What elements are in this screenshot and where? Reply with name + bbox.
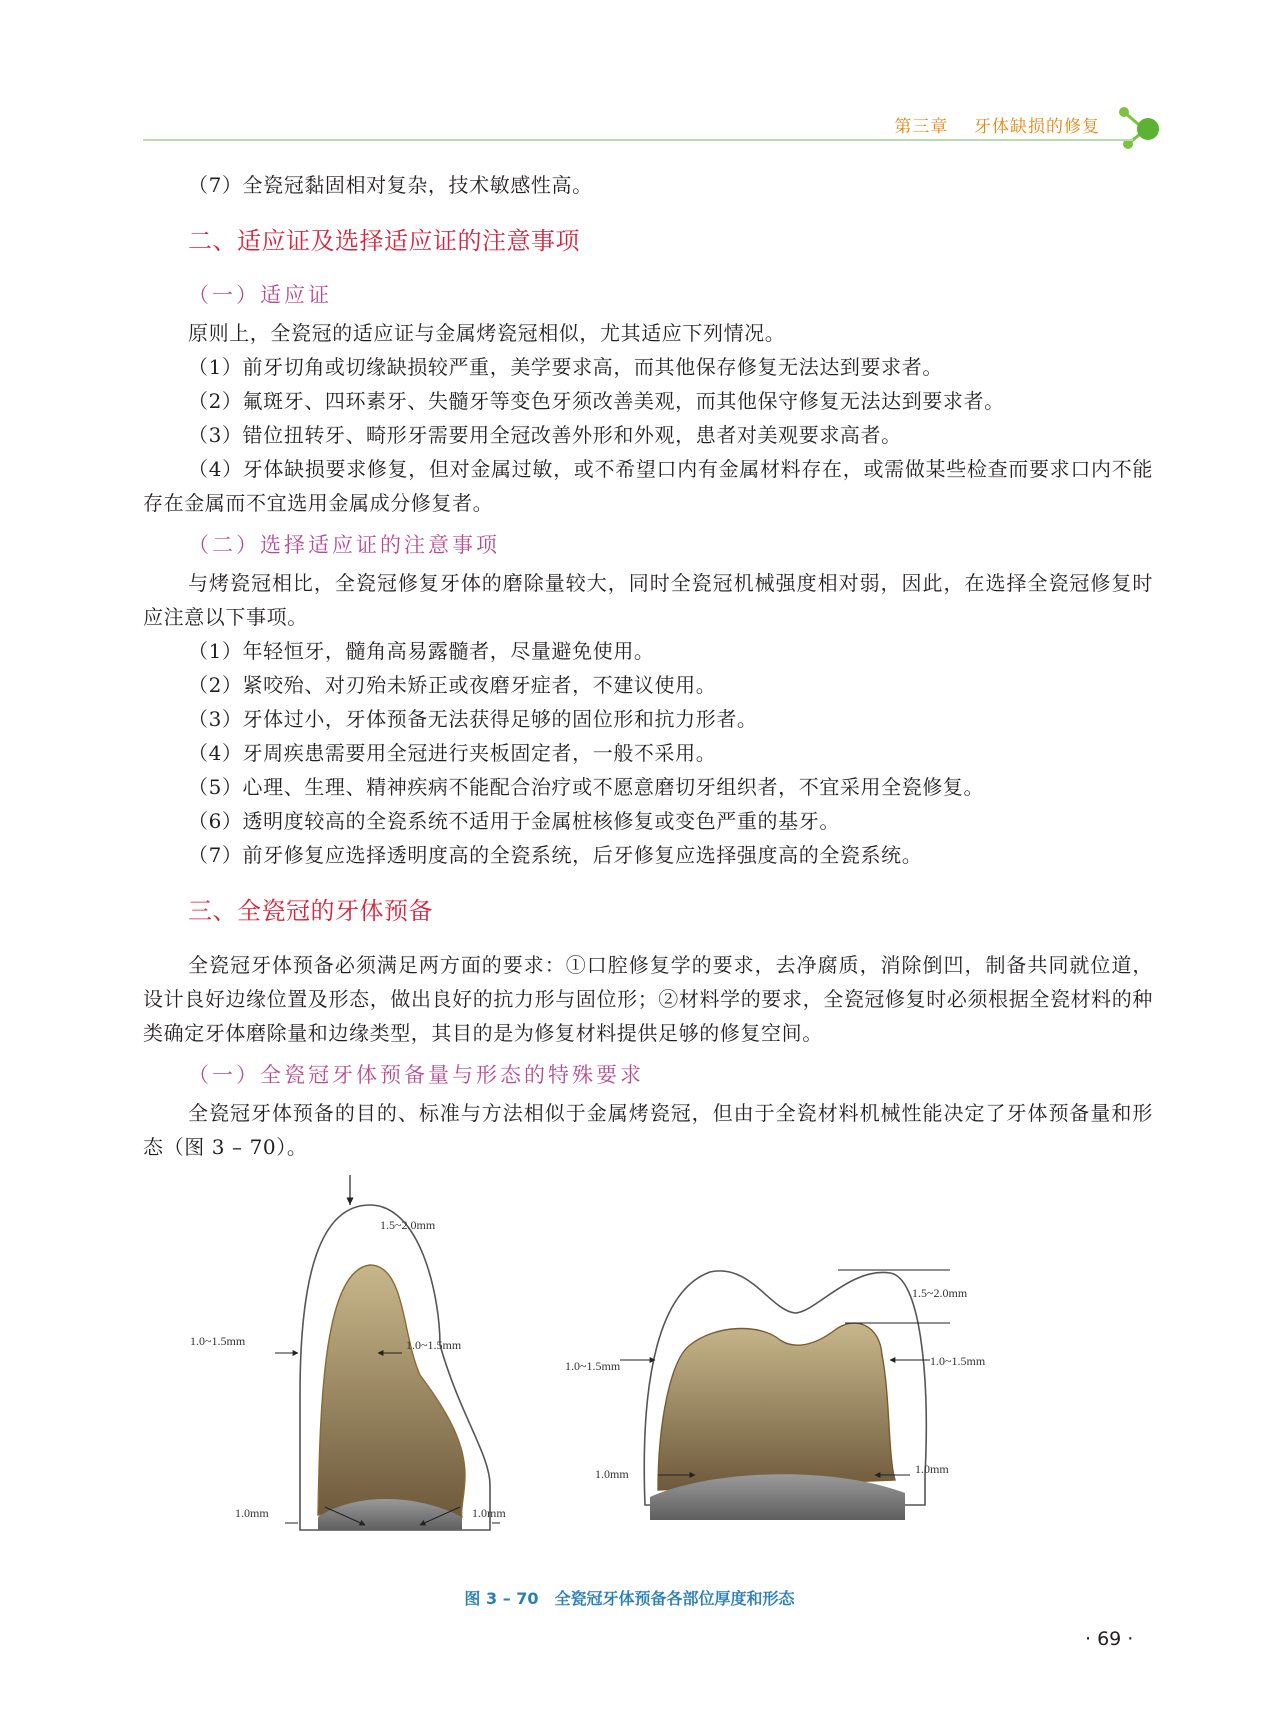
paragraph: 与烤瓷冠相比，全瓷冠修复牙体的磨除量较大，同时全瓷冠机械强度相对弱，因此，在选择全瓷冠修复时应注意以下事项。: [143, 571, 1153, 629]
label-margin-left: 1.0mm: [235, 1506, 269, 1520]
label-occlusal-thickness: 1.5~2.0mm: [912, 1286, 968, 1300]
figure-title: 全瓷冠牙体预备各部位厚度和形态: [554, 1589, 795, 1608]
subsection-heading: （二）选择适应证的注意事项: [188, 533, 500, 557]
figure-caption: [0, 1586, 1275, 1609]
chapter-title: 牙体缺损的修复: [974, 117, 1100, 137]
subsection-heading: （一）适应证: [188, 283, 332, 307]
figure-number: 图 3 – 70: [464, 1589, 539, 1608]
page-body: [143, 168, 1153, 1164]
list-item: （1）年轻恒牙，髓角高易露髓者，尽量避免使用。: [188, 639, 655, 663]
list-item: （6）透明度较高的全瓷系统不适用于金属桩核修复或变色严重的基牙。: [188, 809, 840, 833]
label-margin-right: 1.0mm: [472, 1506, 506, 1520]
list-item: （3）牙体过小，牙体预备无法获得足够的固位形和抗力形者。: [188, 707, 758, 731]
running-header: [894, 112, 1100, 137]
list-item: （5）心理、生理、精神疾病不能配合治疗或不愿意磨切牙组织者，不宜采用全瓷修复。: [188, 775, 985, 799]
label-incisal-thickness: 1.5~2.0mm: [380, 1218, 436, 1232]
chapter-number: 第三章: [894, 117, 949, 137]
section-heading: 三、全瓷冠的牙体预备: [188, 897, 433, 925]
paragraph: 全瓷冠牙体预备的目的、标准与方法相似于金属烤瓷冠，但由于全瓷材料机械性能决定了牙体预备量和形态（图 3 – 70）。: [143, 1101, 1153, 1159]
list-item: （4）牙周疾患需要用全冠进行夹板固定者，一般不采用。: [188, 741, 717, 765]
label-lingual-thickness: 1.0~1.5mm: [406, 1338, 462, 1352]
label-posterior-lingual-thickness: 1.0~1.5mm: [930, 1354, 986, 1368]
posterior-tooth-diagram: [620, 1270, 950, 1520]
label-labial-thickness: 1.0~1.5mm: [190, 1334, 246, 1348]
header-rule: [143, 139, 1133, 141]
tooth-preparation-figure: [190, 1175, 1110, 1580]
list-item: （3）错位扭转牙、畸形牙需要用全冠改善外形和外观，患者对美观要求高者。: [188, 423, 902, 447]
list-item: （2）紧咬殆、对刃殆未矫正或夜磨牙症者，不建议使用。: [188, 673, 717, 697]
paragraph: 全瓷冠牙体预备必须满足两方面的要求：①口腔修复学的要求，去净腐质，消除倒凹，制备共同就位道，设计良好边缘位置及形态，做出良好的抗力形与固位形；②材料学的要求，全瓷冠修复时必须根据全瓷材料的种类确定牙体磨除量和边缘类型，其目的是为修复材料提供足够的修复空间。: [143, 953, 1153, 1045]
posterior-preparation: [658, 1323, 895, 1490]
list-item: （1）前牙切角或切缘缺损较严重，美学要求高，而其他保存修复无法达到要求者。: [188, 355, 943, 379]
label-posterior-margin-right: 1.0mm: [915, 1462, 949, 1476]
paragraph: （7）全瓷冠黏固相对复杂，技术敏感性高。: [188, 173, 593, 197]
molecule-icon: [1110, 102, 1180, 162]
list-item: （4）牙体缺损要求修复，但对金属过敏，或不希望口内有金属材料存在，或需做某些检查而要求口内不能存在金属而不宜选用金属成分修复者。: [143, 457, 1153, 515]
subsection-heading: （一）全瓷冠牙体预备量与形态的特殊要求: [188, 1063, 644, 1087]
label-posterior-margin-left: 1.0mm: [595, 1467, 629, 1481]
page-number: · 69 ·: [1085, 1628, 1134, 1650]
paragraph: 原则上，全瓷冠的适应证与金属烤瓷冠相似，尤其适应下列情况。: [188, 321, 786, 345]
list-item: （2）氟斑牙、四环素牙、失髓牙等变色牙须改善美观，而其他保守修复无法达到要求者。: [188, 389, 1005, 413]
label-buccal-thickness: 1.0~1.5mm: [565, 1359, 621, 1373]
list-item: （7）前牙修复应选择透明度高的全瓷系统，后牙修复应选择强度高的全瓷系统。: [188, 843, 923, 867]
section-heading: 二、适应证及选择适应证的注意事项: [188, 227, 580, 255]
